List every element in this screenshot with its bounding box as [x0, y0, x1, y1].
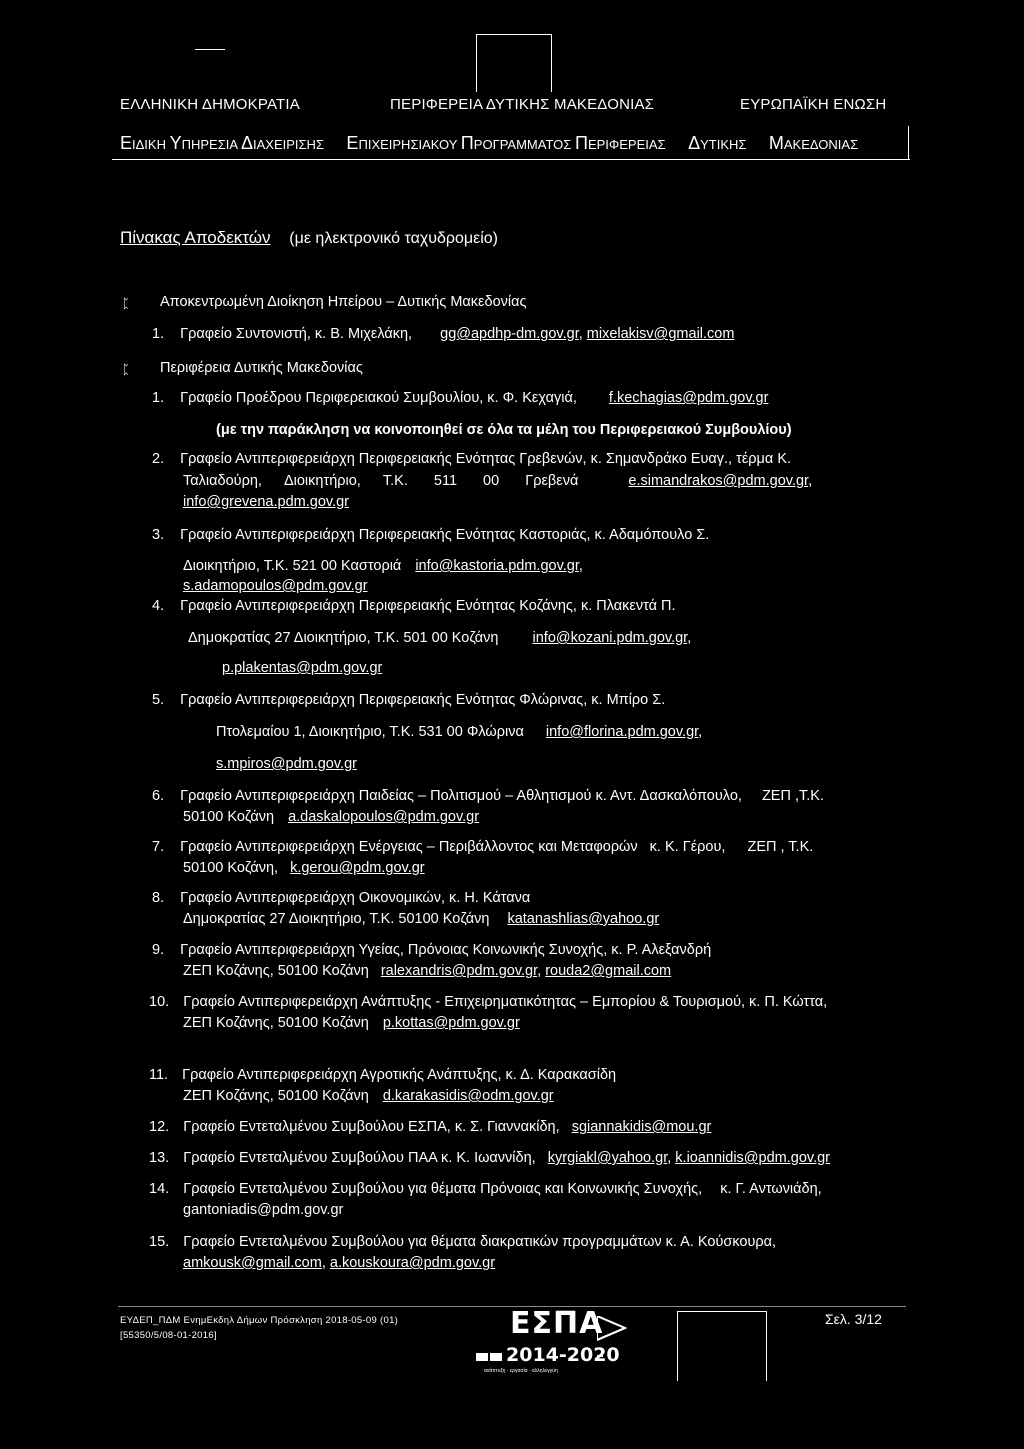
list-item-line: 50100 Κοζάνη, k.gerou@pdm.gov.gr — [183, 860, 425, 876]
header-dash — [195, 49, 225, 50]
email-link[interactable]: k.gerou@pdm.gov.gr — [290, 860, 425, 876]
espa-slogan: ανάπτυξη · εργασία · αλληλεγγύη — [484, 1368, 558, 1374]
email-link[interactable]: a.daskalopoulos@pdm.gov.gr — [288, 809, 480, 825]
email-link[interactable]: kyrgiakl@yahoo.gr — [547, 1150, 668, 1166]
email-link[interactable]: mixelakisv@gmail.com — [586, 326, 735, 342]
list-item: 13. Γραφείο Εντεταλμένου Συμβούλου ΠΑΑ κ. Κ. Ιωαννίδη, kyrgiakl@yahoo.gr, k.ioannidis@pdm.gov.gr — [149, 1150, 830, 1166]
email-link[interactable]: info@kastoria.pdm.gov.gr — [415, 558, 579, 574]
email-link[interactable]: info@florina.pdm.gov.gr — [545, 724, 699, 740]
email-link[interactable]: sgiannakidis@mou.gr — [571, 1119, 712, 1135]
section-title: Περιφέρεια Δυτικής Μακεδονίας — [160, 360, 363, 376]
note-text: (με την παράκληση να κοινοποιηθεί σε όλα τα μέλη του Περιφερειακού Συμβουλίου) — [216, 422, 792, 438]
header-left: ΕΛΛΗΝΙΚΗ ΔΗΜΟΚΡΑΤΙΑ — [120, 96, 300, 113]
email-link[interactable]: e.simandrakos@pdm.gov.gr — [628, 473, 809, 489]
email-link[interactable]: p.plakentas@pdm.gov.gr — [222, 660, 383, 676]
email-link[interactable]: s.adamopoulos@pdm.gov.gr — [183, 578, 368, 594]
service-name: ΕΙΔΙΚΗ ΥΠΗΡΕΣΙΑ ΔΙΑΧΕΙΡΙΣΗΣ ΕΠΙΧΕΙΡΗΣΙΑΚΟΥ ΠΡΟΓΡΑΜΜΑΤΟΣ ΠΕΡΙΦΕΡΕΙΑΣ ΔΥΤΙΚΗΣ ΜΑΚΕΔΟΝΙΑΣ — [120, 133, 859, 153]
emblem-frame — [476, 34, 552, 92]
email-link[interactable]: katanashlias@yahoo.gr — [507, 911, 660, 927]
list-item: 14. Γραφείο Εντεταλμένου Συμβούλου για θέματα Πρόνοιας και Κοινωνικής Συνοχής, κ. Γ. Αντωνιάδη, — [149, 1181, 822, 1197]
espa-logo-text: ΕΣΠΑ — [510, 1306, 604, 1341]
email-link[interactable]: info@kozani.pdm.gov.gr — [532, 630, 688, 646]
list-item: 3. Γραφείο Αντιπεριφερειάρχη Περιφερειακής Ενότητας Καστοριάς, κ. Αδαμόπουλο Σ. — [152, 527, 710, 543]
page-title: Πίνακας Αποδεκτών (με ηλεκτρονικό ταχυδρομείο) — [120, 228, 499, 247]
page-number: Σελ. 3/12 — [825, 1311, 882, 1327]
list-item: 8. Γραφείο Αντιπεριφερειάρχη Οικονομικών, κ. Η. Κάτανα — [152, 890, 531, 906]
email-link[interactable]: f.kechagias@pdm.gov.gr — [608, 390, 769, 406]
list-item-line: ΖΕΠ Κοζάνης, 50100 Κοζάνη d.karakasidis@odm.gov.gr — [183, 1088, 554, 1104]
list-item: 10. Γραφείο Αντιπεριφερειάρχη Ανάπτυξης - Επιχειρηματικότητας – Εμπορίου & Τουρισμού, κ. Π. Κώττα, — [149, 994, 828, 1010]
email-link[interactable]: gantoniadis@pdm.gov.gr — [183, 1202, 344, 1218]
section-bullet-icon: ᛈ — [122, 362, 130, 377]
list-item-line: ΖΕΠ Κοζάνης, 50100 Κοζάνη p.kottas@pdm.gov.gr — [183, 1015, 520, 1031]
list-item-line: Ταλιαδούρη, Διοικητήριο, Τ.Κ. 511 00 Γρεβενά e.simandrakos@pdm.gov.gr, — [183, 473, 813, 489]
list-item: 1. Γραφείο Συντονιστή, κ. Β. Μιχελάκη, gg@apdhp-dm.gov.gr, mixelakisv@gmail.com — [152, 326, 735, 342]
signature-box — [677, 1311, 767, 1381]
email-link[interactable]: s.mpiros@pdm.gov.gr — [216, 756, 357, 772]
header-center: ΠΕΡΙΦΕΡΕΙΑ ΔΥΤΙΚΗΣ ΜΑΚΕΔΟΝΙΑΣ — [390, 96, 655, 113]
list-item-line: 50100 Κοζάνη a.daskalopoulos@pdm.gov.gr — [183, 809, 480, 825]
list-item: 12. Γραφείο Εντεταλμένου Συμβούλου ΕΣΠΑ, κ. Σ. Γιαννακίδη, sgiannakidis@mou.gr — [149, 1119, 712, 1135]
email-link[interactable]: rouda2@gmail.com — [545, 963, 672, 979]
list-item: 9. Γραφείο Αντιπεριφερειάρχη Υγείας, Πρόνοιας Κοινωνικής Συνοχής, κ. Ρ. Αλεξανδρή — [152, 942, 712, 958]
header-right: ΕΥΡΩΠΑΪΚΗ ΕΝΩΣΗ — [740, 96, 887, 113]
list-item: 6. Γραφείο Αντιπεριφερειάρχη Παιδείας – Πολιτισμού – Αθλητισμού κ. Αντ. Δασκαλόπουλο, ΖΕΠ ,Τ.Κ. — [152, 788, 825, 804]
email-link[interactable]: amkousk@gmail.com — [183, 1255, 322, 1271]
flag-logo-icon — [597, 1316, 627, 1362]
email-link[interactable]: k.ioannidis@pdm.gov.gr — [675, 1150, 830, 1166]
email-link[interactable]: a.kouskoura@pdm.gov.gr — [329, 1255, 496, 1271]
header-rule — [112, 159, 910, 160]
list-item: 4. Γραφείο Αντιπεριφερειάρχη Περιφερειακής Ενότητας Κοζάνης, κ. Πλακεντά Π. — [152, 598, 676, 614]
section-title: Αποκεντρωμένη Διοίκηση Ηπείρου – Δυτικής Μακεδονίας — [160, 294, 527, 310]
section-bullet-icon: ᛈ — [122, 296, 130, 311]
list-item: 11. Γραφείο Αντιπεριφερειάρχη Αγροτικής Ανάπτυξης, κ. Δ. Καρακασίδη — [149, 1067, 617, 1083]
email-link[interactable]: info@grevena.pdm.gov.gr — [183, 494, 349, 510]
footer-reference: ΕΥΔΕΠ_ΠΔΜ ΕνημΕκδηλ Δήμων Πρόσκληση 2018-05-09 (01) — [120, 1315, 399, 1326]
email-link[interactable]: gg@apdhp-dm.gov.gr — [440, 326, 579, 342]
header-rule-end — [908, 126, 909, 160]
gr-flag-icon — [490, 1353, 502, 1361]
list-item: 5. Γραφείο Αντιπεριφερειάρχη Περιφερειακής Ενότητας Φλώρινας, κ. Μπίρο Σ. — [152, 692, 666, 708]
footer-protocol: [55350/5/08-01-2016] — [120, 1330, 217, 1341]
email-link[interactable]: p.kottas@pdm.gov.gr — [382, 1015, 520, 1031]
eu-flag-icon — [476, 1353, 488, 1361]
list-item-line: Διοικητήριο, Τ.Κ. 521 00 Καστοριά info@kastoria.pdm.gov.gr, — [183, 558, 583, 574]
list-item: 2. Γραφείο Αντιπεριφερειάρχη Περιφερειακής Ενότητας Γρεβενών, κ. Σημανδράκο Ευαγ., τέρμα Κ. — [152, 451, 792, 467]
list-item-line: Δημοκρατίας 27 Διοικητήριο, Τ.Κ. 50100 Κοζάνη katanashlias@yahoo.gr — [183, 911, 660, 927]
list-item-line: Δημοκρατίας 27 Διοικητήριο, Τ.Κ. 501 00 Κοζάνη info@kozani.pdm.gov.gr, — [188, 630, 692, 646]
list-item: 15. Γραφείο Εντεταλμένου Συμβούλου για θέματα διακρατικών προγραμμάτων κ. Α. Κούσκουρα, — [149, 1234, 777, 1250]
email-link[interactable]: ralexandris@pdm.gov.gr — [380, 963, 538, 979]
list-item: 1. Γραφείο Προέδρου Περιφερειακού Συμβουλίου, κ. Φ. Κεχαγιά, f.kechagias@pdm.gov.gr — [152, 390, 769, 406]
espa-years: 2014-2020 — [506, 1344, 620, 1366]
list-item-line: Πτολεμαίου 1, Διοικητήριο, Τ.Κ. 531 00 Φλώρινα info@florina.pdm.gov.gr, — [216, 724, 703, 740]
list-item-line: amkousk@gmail.com, a.kouskoura@pdm.gov.gr — [183, 1255, 496, 1271]
list-item: 7. Γραφείο Αντιπεριφερειάρχη Ενέργειας – Περιβάλλοντος και Μεταφορών κ. Κ. Γέρου, ΖΕΠ , Τ.Κ. — [152, 839, 814, 855]
signature-box-right — [766, 1311, 767, 1381]
email-link[interactable]: d.karakasidis@odm.gov.gr — [382, 1088, 554, 1104]
list-item-line: ΖΕΠ Κοζάνης, 50100 Κοζάνη ralexandris@pdm.gov.gr, rouda2@gmail.com — [183, 963, 672, 979]
